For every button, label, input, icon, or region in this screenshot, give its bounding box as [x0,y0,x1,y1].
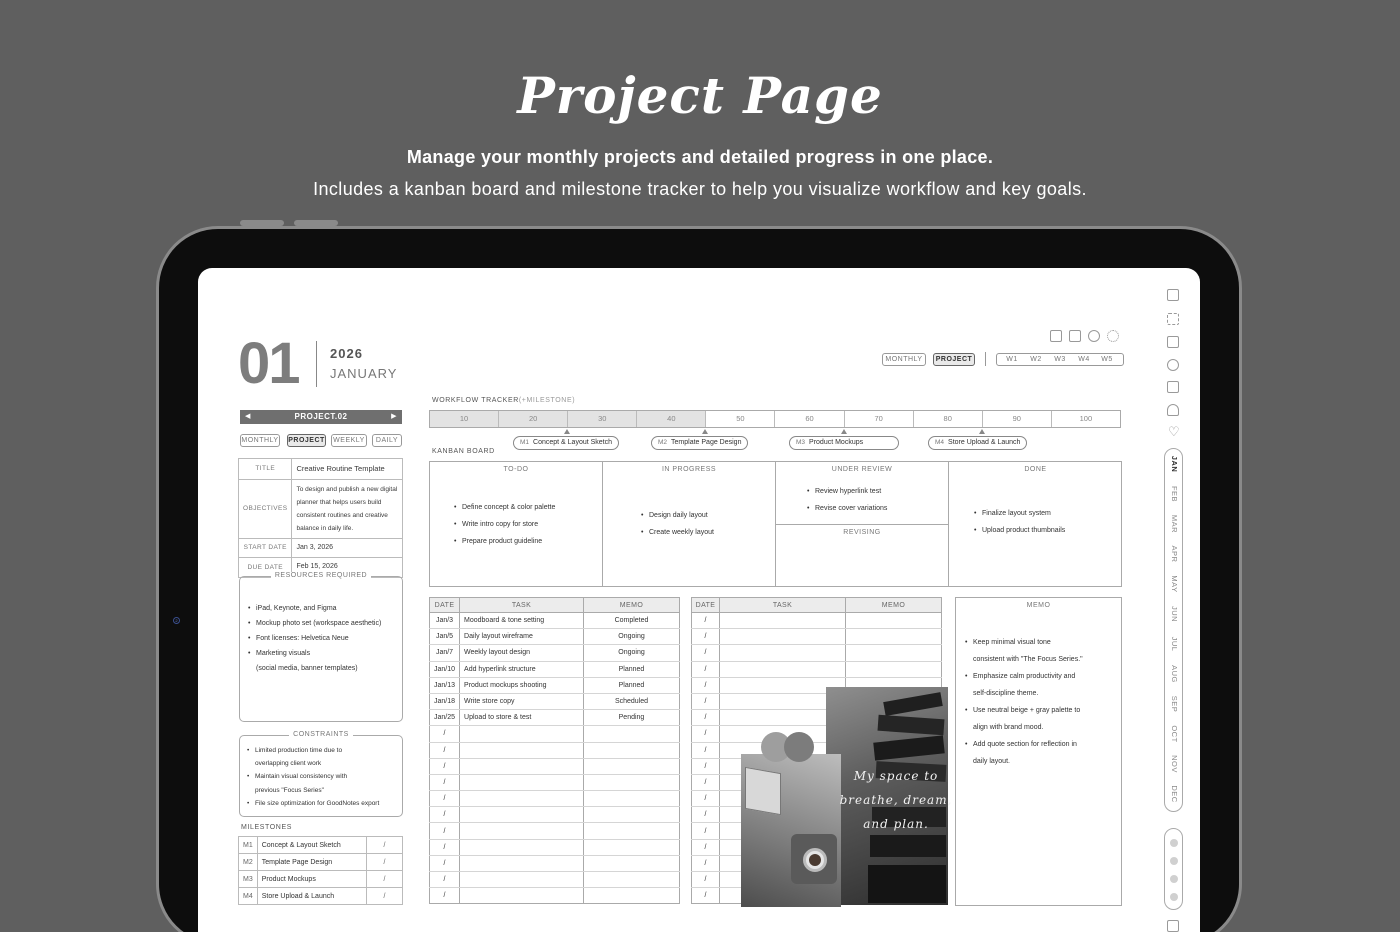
task-date[interactable]: / [430,726,460,742]
task-memo[interactable] [584,888,680,904]
task-date[interactable]: / [692,742,720,758]
task-date[interactable]: / [692,807,720,823]
tab-week-1[interactable]: W1 [1002,355,1022,364]
column-header: DATE [692,598,720,613]
start-date[interactable]: Jan 3, 2026 [292,538,403,558]
gear-icon[interactable] [1107,330,1119,342]
task-name[interactable]: Product mockups shooting [460,677,584,693]
column-header: TASK [720,598,846,613]
task-name[interactable] [460,807,584,823]
task-date[interactable]: / [692,645,720,661]
page-dot[interactable] [1170,893,1178,901]
planner-screen [198,268,1200,932]
calendar-check-icon[interactable] [1050,330,1062,342]
milestone-name: Store Upload & Launch [257,888,366,905]
task-name[interactable]: Daily layout wireframe [460,629,584,645]
milestone-name: Concept & Layout Sketch [533,439,613,446]
milestone-date[interactable]: / [367,837,403,854]
task-name[interactable]: Add hyperlink structure [460,661,584,677]
column-header: TASK [460,598,584,613]
hero-title: Project Page [517,66,883,125]
task-memo[interactable] [584,872,680,888]
kanban-col-todo[interactable] [430,462,603,586]
task-date[interactable]: / [692,774,720,790]
briefcase-icon[interactable] [1167,381,1179,393]
column-header: DATE [430,598,460,613]
book-shape [870,835,946,857]
project-objectives[interactable]: To design and publish a new digital planner that helps users build consistent routines and creative balance in daily life. [292,479,403,538]
list-item: • iPad, Keynote, and Figma [244,601,381,616]
memo-item: • Keep minimal visual tone [961,634,1083,651]
task-memo[interactable] [584,726,680,742]
milestone-marker [564,429,570,434]
tracker-step[interactable]: 40 [637,411,706,427]
task-date[interactable]: / [430,855,460,871]
table-row[interactable] [692,629,942,645]
tracker-step[interactable]: 30 [568,411,637,427]
table-row[interactable] [430,742,680,758]
task-name[interactable] [460,839,584,855]
side-badge: 2 [173,617,180,624]
task-memo[interactable]: Scheduled [584,693,680,709]
table-row[interactable] [692,613,942,629]
task-name[interactable]: Write store copy [460,693,584,709]
milestone-name: Product Mockups [809,439,864,446]
quote-line: My space to [853,769,939,783]
table-row[interactable] [692,661,942,677]
milestone-code: M1 [239,837,258,854]
milestone-name: Concept & Layout Sketch [257,837,366,854]
objectives-label: OBJECTIVES [239,479,292,538]
month-tab-aug[interactable]: AUG [1170,665,1179,683]
user-icon[interactable] [1167,404,1179,416]
project-title[interactable]: Creative Routine Template [292,459,403,480]
milestone-name: Product Mockups [257,871,366,888]
table-row[interactable] [239,854,403,871]
list-item: overlapping client work [255,760,322,768]
notebook-icon[interactable] [1167,289,1179,301]
tab-monthly[interactable]: MONTHLY [882,353,926,366]
year-label: 2026 [330,346,363,361]
memo-item: consistent with "The Focus Series." [973,656,1083,663]
milestone-code: M2 [658,439,668,446]
list-item: • File size optimization for GoodNotes export [243,797,379,810]
hero-description: Includes a kanban board and milestone tracker to help you visualize workflow and key goals. [313,179,1087,199]
kanban-col-under-review[interactable] [776,462,949,586]
table-row[interactable] [430,888,680,904]
task-name[interactable] [460,774,584,790]
kanban-header: UNDER REVIEW [831,466,893,473]
memo-box[interactable] [955,597,1122,906]
task-memo[interactable]: Planned [584,677,680,693]
page-dot[interactable] [1170,875,1178,883]
kanban-card[interactable]: • Write intro copy for store [450,516,555,533]
memo-item: • Use neutral beige + gray palette to [961,702,1083,719]
list-item: • Marketing visuals [244,646,381,661]
kanban-card[interactable]: • Revise cover variations [803,500,887,517]
milestone-code: M4 [239,888,258,905]
table-row[interactable] [239,871,403,888]
laptop-shape [745,767,781,815]
kanban-card[interactable]: • Review hyperlink test [803,483,887,500]
table-row[interactable] [430,710,680,726]
task-memo[interactable] [584,791,680,807]
task-date[interactable]: / [692,872,720,888]
tracker-title [432,397,575,404]
milestone-code: M4 [935,439,945,446]
milestone-marker [702,429,708,434]
due-date[interactable]: Feb 15, 2026 [292,558,403,578]
task-memo[interactable]: Ongoing [584,645,680,661]
tracker-step[interactable]: 90 [983,411,1052,427]
constraints-box[interactable] [239,731,403,817]
task-date[interactable]: / [692,855,720,871]
task-date[interactable]: / [692,758,720,774]
month-label: JANUARY [330,366,398,381]
table-row[interactable] [430,693,680,709]
task-name[interactable] [460,872,584,888]
month-tab-jul[interactable]: JUL [1170,636,1179,652]
list-item: • Mockup photo set (workspace aesthetic) [244,616,381,631]
constraints-title: CONSTRAINTS [289,731,353,738]
memo-title: MEMO [1026,602,1051,609]
project-selector[interactable] [240,410,402,424]
task-memo[interactable] [846,661,942,677]
table-row[interactable] [430,677,680,693]
kanban-card[interactable]: • Finalize layout system [970,505,1065,522]
book-shape [883,692,943,716]
kanban-card[interactable]: • Create weekly layout [637,524,714,541]
task-date[interactable]: / [692,677,720,693]
task-date[interactable]: / [430,742,460,758]
memo-item: align with brand mood. [973,724,1044,731]
task-memo[interactable] [584,774,680,790]
task-name[interactable] [460,888,584,904]
task-date[interactable]: Jan/25 [430,710,460,726]
task-date[interactable]: / [430,791,460,807]
column-header: MEMO [846,598,942,613]
task-date[interactable]: / [430,758,460,774]
table-row[interactable] [239,888,403,905]
task-date[interactable]: / [430,839,460,855]
task-memo[interactable] [584,823,680,839]
milestone-code: M2 [239,854,258,871]
task-memo[interactable] [846,629,942,645]
tracker-step[interactable]: 10 [430,411,499,427]
document-icon[interactable] [1167,920,1179,932]
briefcase-icon[interactable] [1069,330,1081,342]
milestone-code: M1 [520,439,530,446]
task-memo[interactable]: Planned [584,661,680,677]
month-tab-feb[interactable]: FEB [1170,485,1179,503]
table-row[interactable] [430,774,680,790]
column-header: MEMO [584,598,680,613]
left-tab-daily[interactable]: DAILY [372,434,402,447]
page-dot[interactable] [1170,839,1178,847]
milestone-pill-m2[interactable] [651,436,748,450]
task-name[interactable] [720,629,846,645]
task-date[interactable]: / [692,839,720,855]
kanban-card[interactable]: • Upload product thumbnails [970,522,1065,539]
task-name[interactable] [460,758,584,774]
tab-week-4[interactable]: W4 [1074,355,1094,364]
task-memo[interactable] [584,807,680,823]
tracker-step[interactable]: 70 [845,411,914,427]
left-tab-project[interactable]: PROJECT [287,434,326,447]
left-tab-weekly[interactable]: WEEKLY [331,434,367,447]
milestone-code: M3 [796,439,806,446]
task-name[interactable] [460,823,584,839]
table-row[interactable] [430,791,680,807]
month-tab-sep[interactable]: SEP [1170,695,1179,713]
divider [316,341,317,387]
task-name[interactable]: Upload to store & test [460,710,584,726]
project-name: PROJECT.02 [294,412,348,421]
task-name[interactable] [720,645,846,661]
task-memo[interactable] [846,613,942,629]
task-name[interactable] [460,791,584,807]
milestone-marker [979,429,985,434]
task-date[interactable]: / [430,774,460,790]
milestone-code: M3 [239,871,258,888]
task-date[interactable]: / [430,807,460,823]
left-tab-monthly[interactable]: MONTHLY [240,434,280,447]
milestones-table [238,836,403,905]
target-icon[interactable] [1167,359,1179,371]
memo-item: • Emphasize calm productivity and [961,668,1083,685]
task-date[interactable]: / [692,791,720,807]
kanban-header: REVISING [843,529,881,536]
workflow-tracker[interactable] [429,410,1121,428]
resources-box[interactable] [239,572,403,722]
quote-line: breathe, dream, [839,793,953,807]
page-dot[interactable] [1170,857,1178,865]
calendar-icon[interactable] [1167,336,1179,348]
milestone-pill-m1[interactable] [513,436,619,450]
milestone-date[interactable]: / [367,888,403,905]
month-navigation [1164,448,1183,812]
kanban-col-done[interactable] [949,462,1122,586]
month-tab-oct[interactable]: OCT [1170,725,1179,743]
task-table [429,597,680,904]
table-row[interactable] [430,855,680,871]
milestone-name: Template Page Design [257,854,366,871]
table-row[interactable] [430,807,680,823]
tracker-step[interactable]: 100 [1079,414,1093,423]
task-name[interactable] [720,613,846,629]
next-arrow-icon[interactable]: ▶ [391,413,397,420]
table-row[interactable] [430,629,680,645]
task-name[interactable]: Moodboard & tone setting [460,613,584,629]
task-date[interactable]: Jan/5 [430,629,460,645]
page-dots [1164,828,1183,910]
task-date[interactable]: / [692,661,720,677]
month-tab-jan[interactable]: JAN [1170,455,1179,473]
table-row[interactable] [430,872,680,888]
month-tab-may[interactable]: MAY [1170,575,1179,593]
tab-project[interactable]: PROJECT [933,353,975,366]
tracker-step[interactable]: 50 [706,411,775,427]
tracker-step[interactable]: 60 [775,411,844,427]
resources-title: RESOURCES REQUIRED [271,572,371,579]
tab-week-3[interactable]: W3 [1050,355,1070,364]
task-date[interactable]: / [692,693,720,709]
milestones-title: MILESTONES [241,824,292,831]
table-row[interactable] [430,823,680,839]
divider [776,524,948,525]
globe-icon[interactable] [1088,330,1100,342]
start-date-label: START DATE [239,538,292,558]
coffee-shape [809,854,821,866]
month-tab-mar[interactable]: MAR [1170,514,1179,534]
task-date[interactable]: Jan/7 [430,645,460,661]
project-info-table [238,458,403,578]
table-row[interactable] [430,645,680,661]
task-memo[interactable]: Completed [584,613,680,629]
kanban-card[interactable]: • Design daily layout [637,507,714,524]
task-memo[interactable] [584,742,680,758]
due-date-label: DUE DATE [239,558,292,578]
divider [985,352,986,366]
task-memo[interactable]: Ongoing [584,629,680,645]
task-date[interactable]: / [692,888,720,904]
table-row[interactable] [430,758,680,774]
table-row[interactable] [430,726,680,742]
kanban-title: KANBAN BOARD [432,448,495,455]
list-item: (social media, banner templates) [256,665,358,672]
month-tab-apr[interactable]: APR [1170,545,1179,563]
month-tab-dec[interactable]: DEC [1170,785,1179,803]
grid-icon[interactable] [1167,313,1179,325]
book-shape [868,865,946,903]
task-date[interactable]: / [692,710,720,726]
table-row[interactable] [430,613,680,629]
tab-week-5[interactable]: W5 [1097,355,1117,364]
table-row[interactable] [430,839,680,855]
table-row[interactable] [692,645,942,661]
tracker-title-text: WORKFLOW TRACKER [432,397,519,404]
task-date[interactable]: Jan/3 [430,613,460,629]
task-name[interactable] [720,661,846,677]
hero-subtitle: Manage your monthly projects and detailed progress in one place. [406,147,994,167]
task-date[interactable]: / [430,872,460,888]
milestone-name: Template Page Design [671,439,742,446]
task-name[interactable]: Weekly layout design [460,645,584,661]
task-name[interactable] [460,855,584,871]
task-date[interactable]: / [692,726,720,742]
task-date[interactable]: Jan/13 [430,677,460,693]
task-date[interactable]: Jan/10 [430,661,460,677]
tracker-step[interactable]: 80 [914,411,983,427]
task-name[interactable] [460,742,584,758]
title-label: TITLE [239,459,292,480]
milestone-marker [841,429,847,434]
task-name[interactable] [460,726,584,742]
task-date[interactable]: / [692,823,720,839]
table-row[interactable] [430,661,680,677]
tracker-suffix: (+MILESTONE) [518,397,576,404]
list-item: • Limited production time due to [243,744,379,757]
tracker-step[interactable]: 20 [499,411,568,427]
milestone-date[interactable]: / [367,871,403,888]
kanban-col-in-progress[interactable] [603,462,776,586]
kanban-card[interactable]: • Prepare product guideline [450,533,555,550]
table-row[interactable] [239,837,403,854]
month-tab-nov[interactable]: NOV [1170,755,1179,773]
swatch-circle [784,732,814,762]
list-item: • Maintain visual consistency with [243,770,379,783]
quote-line: and plan. [863,817,929,831]
list-item: • Font licenses: Helvetica Neue [244,631,381,646]
photo-quote [826,764,966,836]
kanban-header: IN PROGRESS [661,466,717,473]
task-memo[interactable] [584,839,680,855]
memo-item: • Add quote section for reflection in [961,736,1083,753]
task-memo[interactable]: Pending [584,710,680,726]
prev-arrow-icon[interactable]: ◀ [245,413,251,420]
book-shape [878,715,945,736]
list-item: previous "Focus Series" [255,786,324,794]
book-shape [873,735,944,760]
month-tab-jun[interactable]: JUN [1170,605,1179,623]
task-date[interactable]: / [430,888,460,904]
task-memo[interactable] [846,645,942,661]
kanban-header: TO-DO [503,466,529,473]
month-number: 01 [238,331,299,396]
milestone-name: Store Upload & Launch [948,439,1021,446]
tab-week-2[interactable]: W2 [1026,355,1046,364]
kanban-header: DONE [1024,466,1047,473]
task-memo[interactable] [584,758,680,774]
milestone-date[interactable]: / [367,854,403,871]
kanban-board [429,461,1122,587]
task-date[interactable]: Jan/18 [430,693,460,709]
milestone-pill-m4[interactable] [928,436,1027,450]
task-date[interactable]: / [692,613,720,629]
memo-item: daily layout. [973,758,1010,765]
task-date[interactable]: / [430,823,460,839]
kanban-card[interactable]: • Define concept & color palette [450,499,555,516]
heart-icon[interactable]: ♡ [1168,424,1180,439]
milestone-pill-m3[interactable] [789,436,899,450]
task-memo[interactable] [584,855,680,871]
memo-item: self-discipline theme. [973,690,1039,697]
task-date[interactable]: / [692,629,720,645]
